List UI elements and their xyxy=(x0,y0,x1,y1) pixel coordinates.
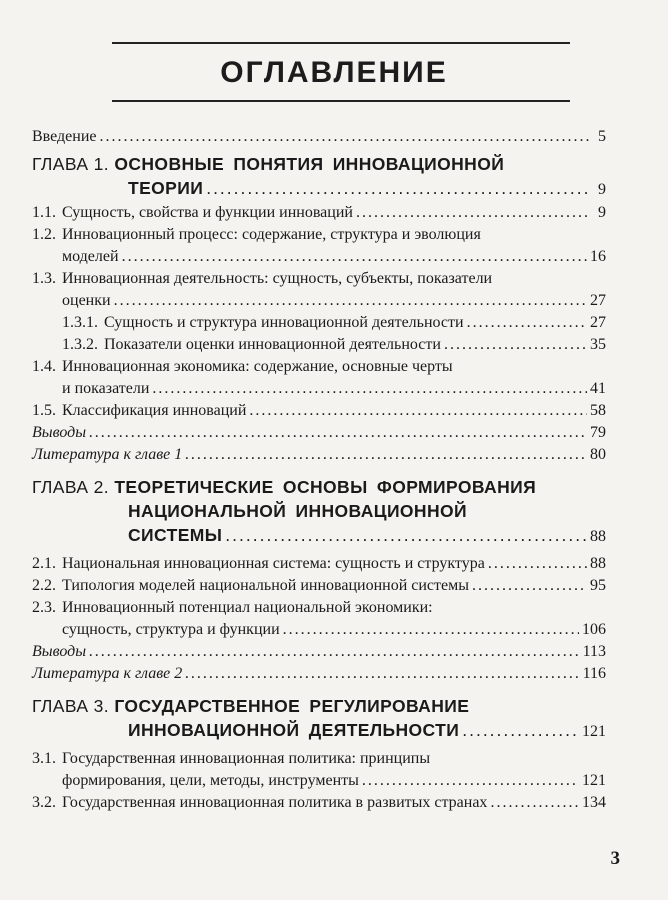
toc-section-1-5[interactable] xyxy=(32,400,606,422)
leader-dots xyxy=(185,663,579,685)
leader-dots xyxy=(362,770,579,792)
section-title: Показатели оценки инновационной деятельности xyxy=(104,336,441,353)
toc-ch2-conclusions[interactable] xyxy=(32,641,606,663)
toc-section-3-1[interactable] xyxy=(32,748,606,792)
section-page: 88 xyxy=(590,555,606,572)
section-number: 1.5. xyxy=(32,402,56,419)
section-title: Государственная инновационная политика в развитых странах xyxy=(62,794,488,811)
section-page: 9 xyxy=(598,204,606,221)
section-page: 95 xyxy=(590,577,606,594)
section-number: 2.2. xyxy=(32,577,56,594)
leader-dots xyxy=(488,553,587,575)
section-page: 27 xyxy=(590,314,606,331)
section-number: 2.3. xyxy=(32,599,56,616)
leader-dots xyxy=(152,378,587,400)
toc-section-1-3-1[interactable] xyxy=(32,312,606,334)
toc-intro-page: 5 xyxy=(598,128,606,145)
section-page: 106 xyxy=(582,621,606,638)
chapter-page: 9 xyxy=(598,181,606,198)
toc-chapter-2[interactable] xyxy=(32,475,606,549)
leader-dots xyxy=(249,400,587,422)
chapter-title-line: ТЕОРИИ xyxy=(128,178,204,198)
chapter-page: 121 xyxy=(582,723,606,740)
leader-dots xyxy=(89,641,580,663)
section-page: 16 xyxy=(590,248,606,265)
section-title: Государственная инновационная политика: принципы xyxy=(62,750,431,767)
section-title: Сущность и структура инновационной деятельности xyxy=(104,314,464,331)
section-title: Инновационный процесс: содержание, структура и эволюция xyxy=(62,226,481,243)
section-page: 58 xyxy=(590,402,606,419)
toc-ch1-literature[interactable] xyxy=(32,444,606,466)
section-number: 1.4. xyxy=(32,358,56,375)
section-title-cont: формирования, цели, методы, инструменты xyxy=(62,772,359,789)
leader-dots xyxy=(114,290,587,312)
section-title: Инновационная экономика: содержание, основные черты xyxy=(62,358,453,375)
toc-section-1-3[interactable] xyxy=(32,268,606,312)
toc-intro[interactable] xyxy=(32,126,606,148)
section-number: 2.1. xyxy=(32,555,56,572)
chapter-label: ГЛАВА 1. xyxy=(32,154,110,174)
page-number: 3 xyxy=(610,848,620,869)
section-number: 1.3.2. xyxy=(62,336,98,353)
leader-dots xyxy=(100,126,590,148)
section-number: 3.2. xyxy=(32,794,56,811)
toc-section-1-3-2[interactable] xyxy=(32,334,606,356)
chapter-label: ГЛАВА 2. xyxy=(32,477,110,497)
section-title-cont: оценки xyxy=(62,292,111,309)
chapter-title-line: ТЕОРЕТИЧЕСКИЕ ОСНОВЫ ФОРМИРОВАНИЯ xyxy=(114,477,537,497)
conclusions-label: Выводы xyxy=(32,643,87,660)
toc-ch2-literature[interactable] xyxy=(32,663,606,685)
leader-dots xyxy=(206,176,589,200)
section-title: Инновационный потенциал национальной экономики: xyxy=(62,599,433,616)
toc-ch1-conclusions[interactable] xyxy=(32,422,606,444)
chapter-title-line: ОСНОВНЫЕ ПОНЯТИЯ ИННОВАЦИОННОЙ xyxy=(114,154,505,174)
conclusions-page: 113 xyxy=(582,643,606,660)
leader-dots xyxy=(462,718,579,742)
section-title-cont: и показатели xyxy=(62,380,150,397)
toc-section-3-2[interactable] xyxy=(32,792,606,814)
leader-dots xyxy=(472,575,587,597)
literature-page: 116 xyxy=(582,665,606,682)
toc-section-1-1[interactable] xyxy=(32,202,606,224)
literature-label: Литература к главе 1 xyxy=(32,446,183,463)
toc-section-2-1[interactable] xyxy=(32,553,606,575)
chapter-label: ГЛАВА 3. xyxy=(32,696,110,716)
page-title: ОГЛАВЛЕНИЕ xyxy=(220,56,448,89)
leader-dots xyxy=(356,202,589,224)
chapter-title-line: ГОСУДАРСТВЕННОЕ РЕГУЛИРОВАНИЕ xyxy=(114,696,470,716)
title-rule-top xyxy=(112,42,570,44)
section-title: Сущность, свойства и функции инноваций xyxy=(62,204,353,221)
leader-dots xyxy=(122,246,587,268)
section-page: 35 xyxy=(590,336,606,353)
leader-dots xyxy=(444,334,587,356)
conclusions-label: Выводы xyxy=(32,424,87,441)
toc-section-2-3[interactable] xyxy=(32,597,606,641)
chapter-title-line: СИСТЕМЫ xyxy=(128,525,223,545)
conclusions-page: 79 xyxy=(590,424,606,441)
table-of-contents xyxy=(32,126,606,814)
literature-label: Литература к главе 2 xyxy=(32,665,183,682)
leader-dots xyxy=(225,523,587,547)
section-page: 41 xyxy=(590,380,606,397)
leader-dots xyxy=(283,619,579,641)
chapter-title-line: ИННОВАЦИОННОЙ ДЕЯТЕЛЬНОСТИ xyxy=(128,720,460,740)
toc-section-2-2[interactable] xyxy=(32,575,606,597)
section-page: 121 xyxy=(582,772,606,789)
section-title: Классификация инноваций xyxy=(62,402,247,419)
leader-dots xyxy=(467,312,587,334)
section-number: 3.1. xyxy=(32,750,56,767)
toc-intro-label: Введение xyxy=(32,128,97,145)
leader-dots xyxy=(89,422,587,444)
section-title: Типология моделей национальной инновационной системы xyxy=(62,577,469,594)
section-number: 1.3.1. xyxy=(62,314,98,331)
toc-chapter-3[interactable] xyxy=(32,694,606,744)
section-title: Национальная инновационная система: сущность и структура xyxy=(62,555,485,572)
section-title: Инновационная деятельность: сущность, субъекты, показатели xyxy=(62,270,493,287)
leader-dots xyxy=(185,444,587,466)
toc-section-1-2[interactable] xyxy=(32,224,606,268)
section-number: 1.3. xyxy=(32,270,56,287)
toc-section-1-4[interactable] xyxy=(32,356,606,400)
section-page: 27 xyxy=(590,292,606,309)
section-number: 1.2. xyxy=(32,226,56,243)
section-number: 1.1. xyxy=(32,204,56,221)
section-title-cont: сущность, структура и функции xyxy=(62,621,280,638)
leader-dots xyxy=(490,792,579,814)
title-rule-bottom xyxy=(112,100,570,102)
literature-page: 80 xyxy=(590,446,606,463)
section-title-cont: моделей xyxy=(62,248,119,265)
toc-chapter-1[interactable] xyxy=(32,152,606,202)
section-page: 134 xyxy=(582,794,606,811)
chapter-title-line: НАЦИОНАЛЬНОЙ ИННОВАЦИОННОЙ xyxy=(128,501,467,521)
chapter-page: 88 xyxy=(590,528,606,545)
